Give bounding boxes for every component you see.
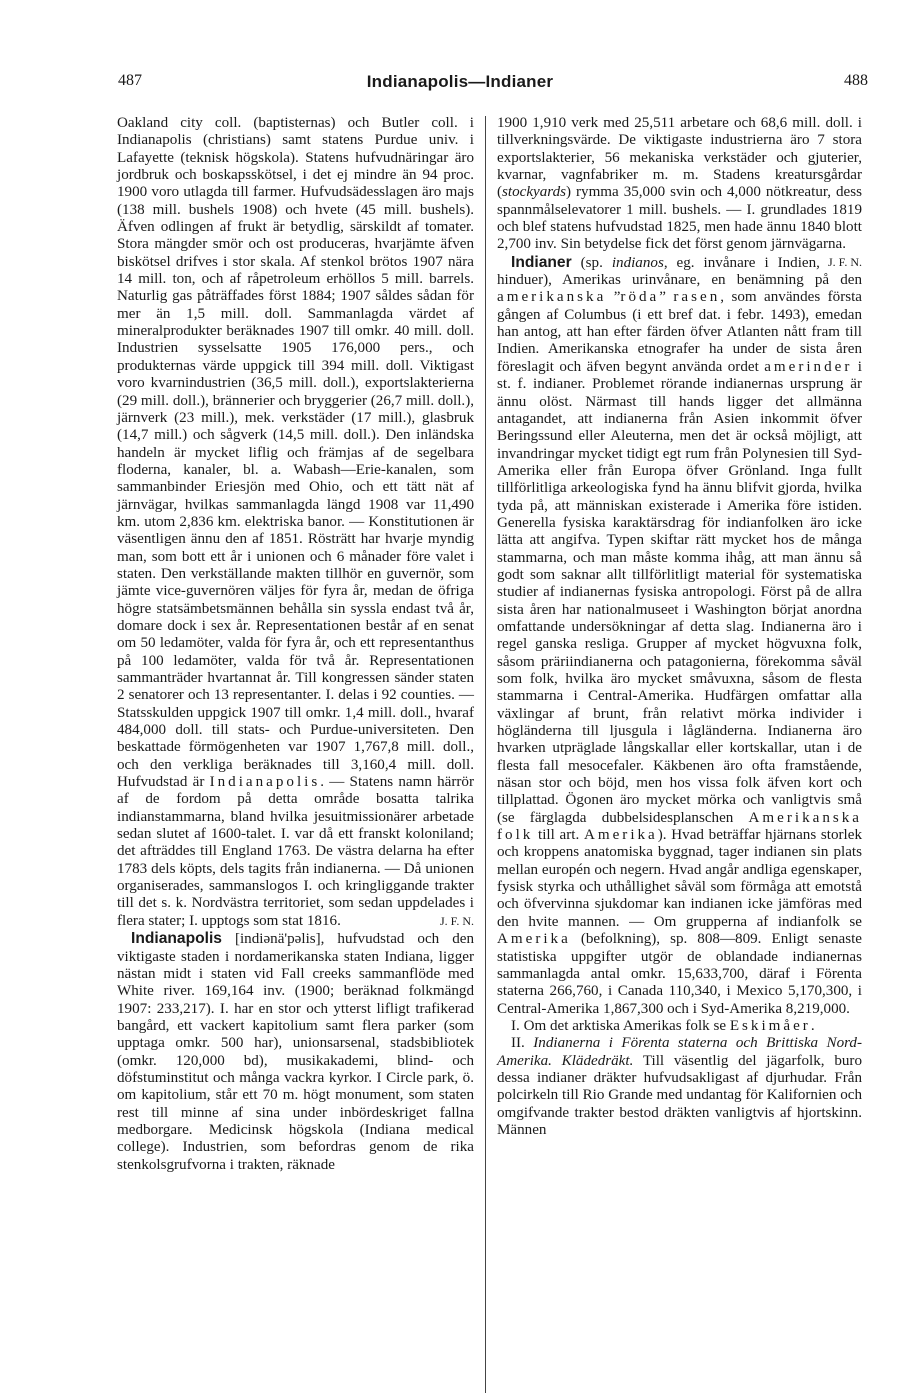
running-title: Indianapolis—Indianer xyxy=(366,72,554,91)
entry-headword: Indianer xyxy=(511,253,572,271)
page-number-right: 488 xyxy=(844,72,868,89)
entry-indianer: Indianer (sp. indianos, eg. invånare i Indien, hinduer), Amerikas urinvånare, en benämning på den amerikanska ”röda” rasen, som användes första gången af Columbus (i ett bref dat. i febr. 1493), emedan han antog, att han efter färden öfver Atlanten nått fram till Indien. Amerikanska etnografer ha under de sista åren föreslagit och äfven begynt använda ordet amerinder i st. f. indianer. Problemet rörande indianernas ursprung är ännu olöst. Närmast till hands ligger det allmänna antagandet, att indianerna från Asien inkommit öfver Beringssund eller Aleuterna, men det är också möjligt, att invandringar mycket tidigt egt rum från Polynesien till Syd-Amerika eller från Europa öfver Grönland. Inga fullt tillförlitliga arkeologiska fynd ha ännu blifvit gjorda, hvilka tyda på, att människan existerade i Amerika före istiden. Generella fysiska karaktärsdrag för indianfolken äro icke lätta att angifva. Typen skiftar rätt mycket hos de många stammarna, och man måste komma ihåg, att man ännu så godt som saknar allt tillförlitligt material för systematiska studier af indianernas fysiska antropologi. Först på de allra sista åren har nationalmuseet i Washington börjat anordna omfattande undersökningar af detta slag. Indianerna äro i regel ganska resliga. Grupper af mycket högvuxna folk, såsom präriindianerna och patagonierna, förekomma såväl som folk, hvilka äro mycket småvuxna, såsom de flesta stammarna i Central-Amerika. Hudfärgen omfattar alla växlingar af brunt, från relativt mörka individer i högländerna till ljusgula i lågländerna. Indianerna äro hvarken utpräglade långskallar eller kortskallar, utan i de flesta fall mesocefaler. Käkbenen äro ofta framstående, näsan stor och böjd, men hos vissa folk äfven kort och tillplattad. Ögonen äro mycket mörka och vanligtvis små (se färglagda dubbelsidesplanschen Amerikanska folk till art. Amerika). Hvad beträffar hjärnans storlek och kroppens anatomiska byggnad, tager indianen sin plats mellan europén och negern. Hvad angår andliga egenskaper, fysisk styrka och uthållighet såväl som förmåga att emotstå och öfvervinna sjukdomar kan indianen icke jämföras med den hvite mannen. — Om grupperna af indianfolk se Amerika (befolkning), sp. 808—809. Enligt senaste statistiska uppgifter utgör de oblandade indianernas sammanlagda antal omkr. 15,633,700, däraf i Förenta staterna 266,760, i Canada 110,340, i Mexico 5,170,300, i Central-Amerika 1,867,300 och i Syd-Amerika 8,219,000. xyxy=(497,253,862,1017)
paragraph-arctic: I. Om det arktiska Amerikas folk se Eskimåer. xyxy=(511,1017,815,1034)
indiana-continuation: Oakland city coll. (baptisternas) och Butler coll. i Indianapolis (christians) samt statens Purdue univ. i Lafayette (teknisk högskola). Statens hufvudnäringar äro jordbruk och boskapsskötsel, i det ej mindre än 94 proc. 1900 voro utlagda till farmer. Hufvudsädesslagen äro majs (138 mill. bushels 1908) och hvete (45 mill. bushels). Äfven odlingen af frukt är betydlig, särskildt af tomater. Stora mängder smör och ost produceras, hvarjämte äfven biskötsel drifves i stor skala. Af stenkol brötos 1907 nära 14 mill. ton, och af råpetroleum erhöllos 5 mill. barrels. Naturlig gas påträffades först 1884; 1907 såldes sådan för mer än 1,5 mill. doll. Sammanlagda värdet af mineralprodukter beräknades 1907 till omkr. 40 mill. doll. Industrien sysselsatte 1905 176,000 pers., och produkternas värde uppgick till 394 mill. doll. Viktigast voro kvarnindustrien (36,5 mill. doll.), exportslakterierna (29 mill. doll.), brännerier och bryggerier (26,7 mill. doll.), järnverk (23 mill.), mek. verkstäder (17 mill.), glasbruk (14,7 mill.) och sågverk (14,5 mill. doll.). Den inländska handeln är mycket liflig och främjas af de segelbara floderna, kanaler, bl. a. Wabash—Erie-kanalen, som sammanbinder Eriesjön med Ohio, och ett tätt nät af järnvägar, hvilkas sammanlagda längd 1908 var 11,490 km. utom 2,836 km. elektriska banor. — Konstitutionen är väsentligen ännu den af 1851. Rösträtt har hvarje myndig man, som bott ett år i unionen och 6 månader före valet i staten. Den verkställande makten tillhör en guvernör, som jämte vice-guvernören väljes för fyra år, medan de öfriga högre statsämbetsmännen behålla sin syssla endast två år, domare dock i sex år. Representationen består af en senat om 50 ledamöter, valda för fyra år, och ett representanthus på 100 ledamöter, valda för två år. Representationen sammanträder hvartannat år. Till kongressen sänder staten 2 senatorer och 13 representanter. I. delas i 92 counties. — Statsskulden uppgick 1907 till omkr. 1,4 mill. doll., hvaraf 484,000 doll. till stats- och Purdue-universiteten. Den beskattade förmögenheten var 1907 1,767,8 mill. doll., och den verkliga beräknades till 3,160,4 mill. doll. Hufvudstad är Indianapolis. — Statens namn härrör af de fordom på detta område bosatta talrika indianstammarna, bland hvilka jesuitmissionärer arbetade sedan slutet af 1600-talet. I. var då ett franskt koloniland; det afträddes till England 1763. De västra delarna ha efter 1783 dels köpts, dels tagits från indianerna. — Då unionen organiserades, sammanslogos I. och kringliggande trakter till det s. k. Nordvästra territoriet, som sedan uppdelades i flera stater; I. upptogs som stat 1816. J. F. N. xyxy=(117,115,474,929)
right-column xyxy=(497,115,862,1139)
author-signature: J. F. N. xyxy=(439,913,474,928)
column-divider xyxy=(485,116,486,1393)
author-signature: J. F. N. xyxy=(827,254,862,269)
page-header xyxy=(0,72,920,102)
page-number-left: 487 xyxy=(118,72,142,89)
paragraph-north-america: II. Indianerna i Förenta staterna och Brittiska Nord-Amerika. Klädedräkt. Till väsentlig del jägarfolk, buro dessa indianer dräkter hufvudsakligast af djurhudar. Från polcirkeln till Rio Grande med undantag för Kalifornien och omgifvande trakter bestod dräkten vanligtvis af hjortskinn. Männen xyxy=(497,1035,863,1138)
left-column xyxy=(117,115,474,1174)
entry-headword: Indianapolis xyxy=(131,930,222,948)
indianapolis-continuation: 1900 1,910 verk med 25,511 arbetare och 68,6 mill. doll. i tillverkningsvärde. De viktigaste industrierna äro 7 stora exportslakterier, 56 mekaniska verkstäder och gjuterier, kvarnar, vagnfabriker m. m. Stadens kreatursgårdar (stockyards) rymma 35,000 svin och 4,000 nötkreatur, dess spannmålselevatorer 1 mill. bushels. — I. grundlades 1819 och blef statens hufvudstad 1825, men hade ännu 1840 blott 2,700 inv. Sin betydelse fick det först genom järnvägarna. J. F. N. xyxy=(497,115,862,254)
entry-indianapolis: Indianapolis [indiənä'pəlis], hufvudstad och den viktigaste staden i nordamerikanska staten Indiana, ligger nästan midt i staten vid Fall creeks sammanflöde med White river. 169,164 inv. (1900; beräknad folkmängd 1907: 233,217). I. har en stor och ytterst lifligt trafikerad bangård, ett vackert kapitolium samt flera parker (som upptaga omkr. 500 har), unionsarsenal, stadsbibliotek (omkr. 120,000 bd), musikakademi, blind- och döfstuminstitut och många vackra kyrkor. I Circle park, ö. om kapitolium, står ett 70 m. högt monument, som staten rest till minne af sina under inbördeskriget fallna medborgare. Medicinsk högskola (Indiana medical college). Industrien, som befordras genom de rika stenkolsgrufvorna i trakten, räknade xyxy=(117,930,474,1173)
